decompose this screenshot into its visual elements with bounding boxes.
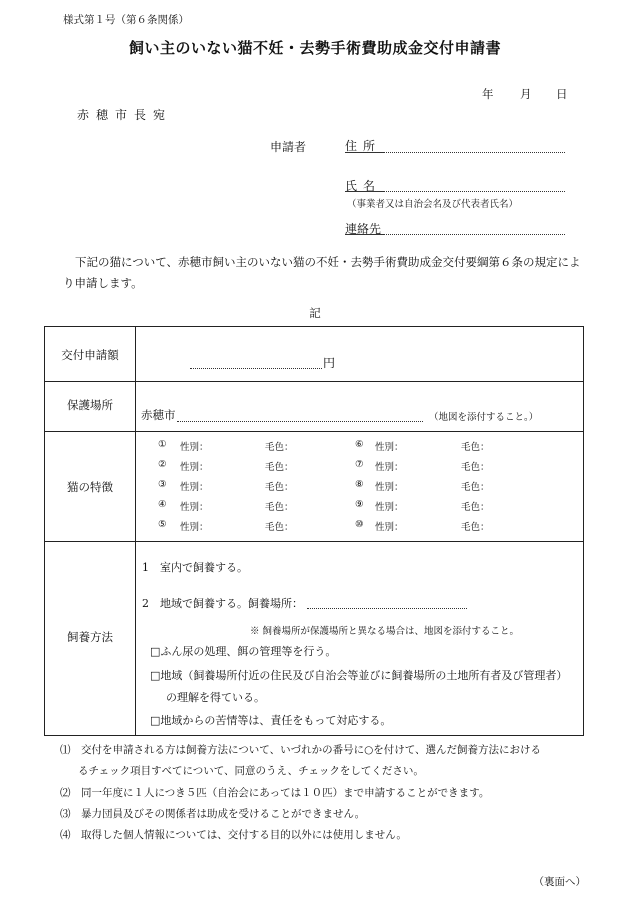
addressee: 赤穂市長宛 — [77, 108, 173, 122]
amount-unit: 円 — [323, 356, 336, 370]
cat-1-number: ① — [158, 439, 167, 450]
note-1-cont: るチェック項目すべてについて、同意のうえ、チェックをしてください。 — [78, 765, 424, 777]
cat-1-color[interactable]: 毛色： — [265, 442, 294, 453]
intro-text: 下記の猫について、赤穂市飼い主のいない猫の不妊・去勢手術費助成金交付要綱第６条の規定により申請します。 — [63, 255, 581, 290]
ki-marker: 記 — [309, 306, 321, 320]
row-divider-1 — [45, 381, 583, 382]
cat-7-sex[interactable]: 性別： — [375, 462, 404, 473]
name-note: （事業者又は自治会名及び代表者氏名） — [347, 199, 519, 210]
cat-3-number: ③ — [158, 479, 167, 490]
cat-5-color[interactable]: 毛色： — [265, 522, 294, 533]
cat-8-number: ⑧ — [355, 479, 364, 490]
check-community-understanding-cont: の理解を得ている。 — [166, 691, 265, 704]
location-map-note: （地図を添付すること。） — [429, 412, 539, 423]
application-table — [44, 326, 584, 736]
cat-4-color[interactable]: 毛色： — [265, 502, 294, 513]
feeding-label: 飼養方法 — [67, 630, 113, 644]
cat-2-sex[interactable]: 性別： — [180, 462, 209, 473]
back-page-note: （裏面へ） — [533, 876, 586, 888]
check-waste-management[interactable]: □ふん尿の処理、餌の管理等を行う。 — [150, 645, 337, 658]
row-divider-2 — [45, 431, 583, 432]
cat-2-color[interactable]: 毛色： — [265, 462, 294, 473]
check-community-understanding[interactable]: □地域（飼養場所付近の住民及び自治会等並びに飼養場所の土地所有者及び管理者） — [150, 669, 568, 682]
address-field[interactable] — [383, 152, 565, 153]
feeding-option-indoor[interactable]: 1 室内で飼養する。 — [142, 561, 248, 574]
date-day-label: 日 — [556, 87, 568, 101]
cat-6-sex[interactable]: 性別： — [375, 442, 404, 453]
document-title: 飼い主のいない猫不妊・去勢手術費助成金交付申請書 — [128, 39, 501, 57]
row-divider-3 — [45, 541, 583, 542]
date-month-label: 月 — [520, 87, 532, 101]
cat-9-sex[interactable]: 性別： — [375, 502, 404, 513]
cat-2-number: ② — [158, 459, 167, 470]
location-prefix: 赤穂市 — [141, 408, 176, 422]
note-3: ⑶ 暴力団員及びその関係者は助成を受けることができません。 — [60, 808, 366, 820]
cat-5-number: ⑤ — [158, 519, 167, 530]
address-label: 住所 — [345, 139, 382, 153]
cat-4-number: ④ — [158, 499, 167, 510]
cat-9-number: ⑨ — [355, 499, 364, 510]
table-label-divider — [135, 327, 136, 735]
cat-7-number: ⑦ — [355, 459, 364, 470]
amount-label: 交付申請額 — [61, 348, 119, 362]
feeding-option-community[interactable]: 2 地域で飼養する。飼養場所： — [142, 597, 303, 610]
date-year-label: 年 — [482, 87, 494, 101]
cat-3-sex[interactable]: 性別： — [180, 482, 209, 493]
contact-field[interactable] — [383, 234, 565, 235]
form-number: 様式第１号（第６条関係） — [63, 14, 189, 26]
cat-9-color[interactable]: 毛色： — [461, 502, 490, 513]
cat-8-color[interactable]: 毛色： — [461, 482, 490, 493]
location-label: 保護場所 — [67, 398, 113, 412]
note-2: ⑵ 同一年度に１人につき５匹（自治会にあっては１０匹）まで申請することができます。 — [60, 787, 490, 799]
features-label: 猫の特徴 — [67, 480, 113, 494]
contact-label-underline — [345, 234, 383, 235]
cat-6-number: ⑥ — [355, 439, 364, 450]
cat-8-sex[interactable]: 性別： — [375, 482, 404, 493]
name-label-underline — [345, 191, 383, 192]
check-complaint-handling[interactable]: □地域からの苦情等は、責任をもって対応する。 — [150, 714, 392, 727]
applicant-label: 申請者 — [270, 140, 307, 154]
cat-10-color[interactable]: 毛色： — [461, 522, 490, 533]
cat-3-color[interactable]: 毛色： — [265, 482, 294, 493]
name-label: 氏名 — [345, 179, 382, 193]
note-1: ⑴ 交付を申請される方は飼養方法について、いづれかの番号に○を付けて、選んだ飼養方法における — [60, 744, 542, 756]
cat-7-color[interactable]: 毛色： — [461, 462, 490, 473]
cat-5-sex[interactable]: 性別： — [180, 522, 209, 533]
feeding-map-note: ※ 飼養場所が保護場所と異なる場合は、地図を添付すること。 — [250, 626, 520, 637]
cat-6-color[interactable]: 毛色： — [461, 442, 490, 453]
note-4: ⑷ 取得した個人情報については、交付する目的以外には使用しません。 — [60, 829, 407, 841]
cat-10-number: ⑩ — [355, 519, 364, 530]
address-label-underline — [345, 152, 383, 153]
cat-10-sex[interactable]: 性別： — [375, 522, 404, 533]
amount-field[interactable] — [190, 368, 322, 369]
cat-1-sex[interactable]: 性別： — [180, 442, 209, 453]
cat-4-sex[interactable]: 性別： — [180, 502, 209, 513]
contact-label: 連絡先 — [345, 222, 382, 236]
location-field[interactable] — [177, 421, 423, 422]
feeding-place-field[interactable] — [307, 608, 467, 609]
name-field[interactable] — [383, 191, 565, 192]
